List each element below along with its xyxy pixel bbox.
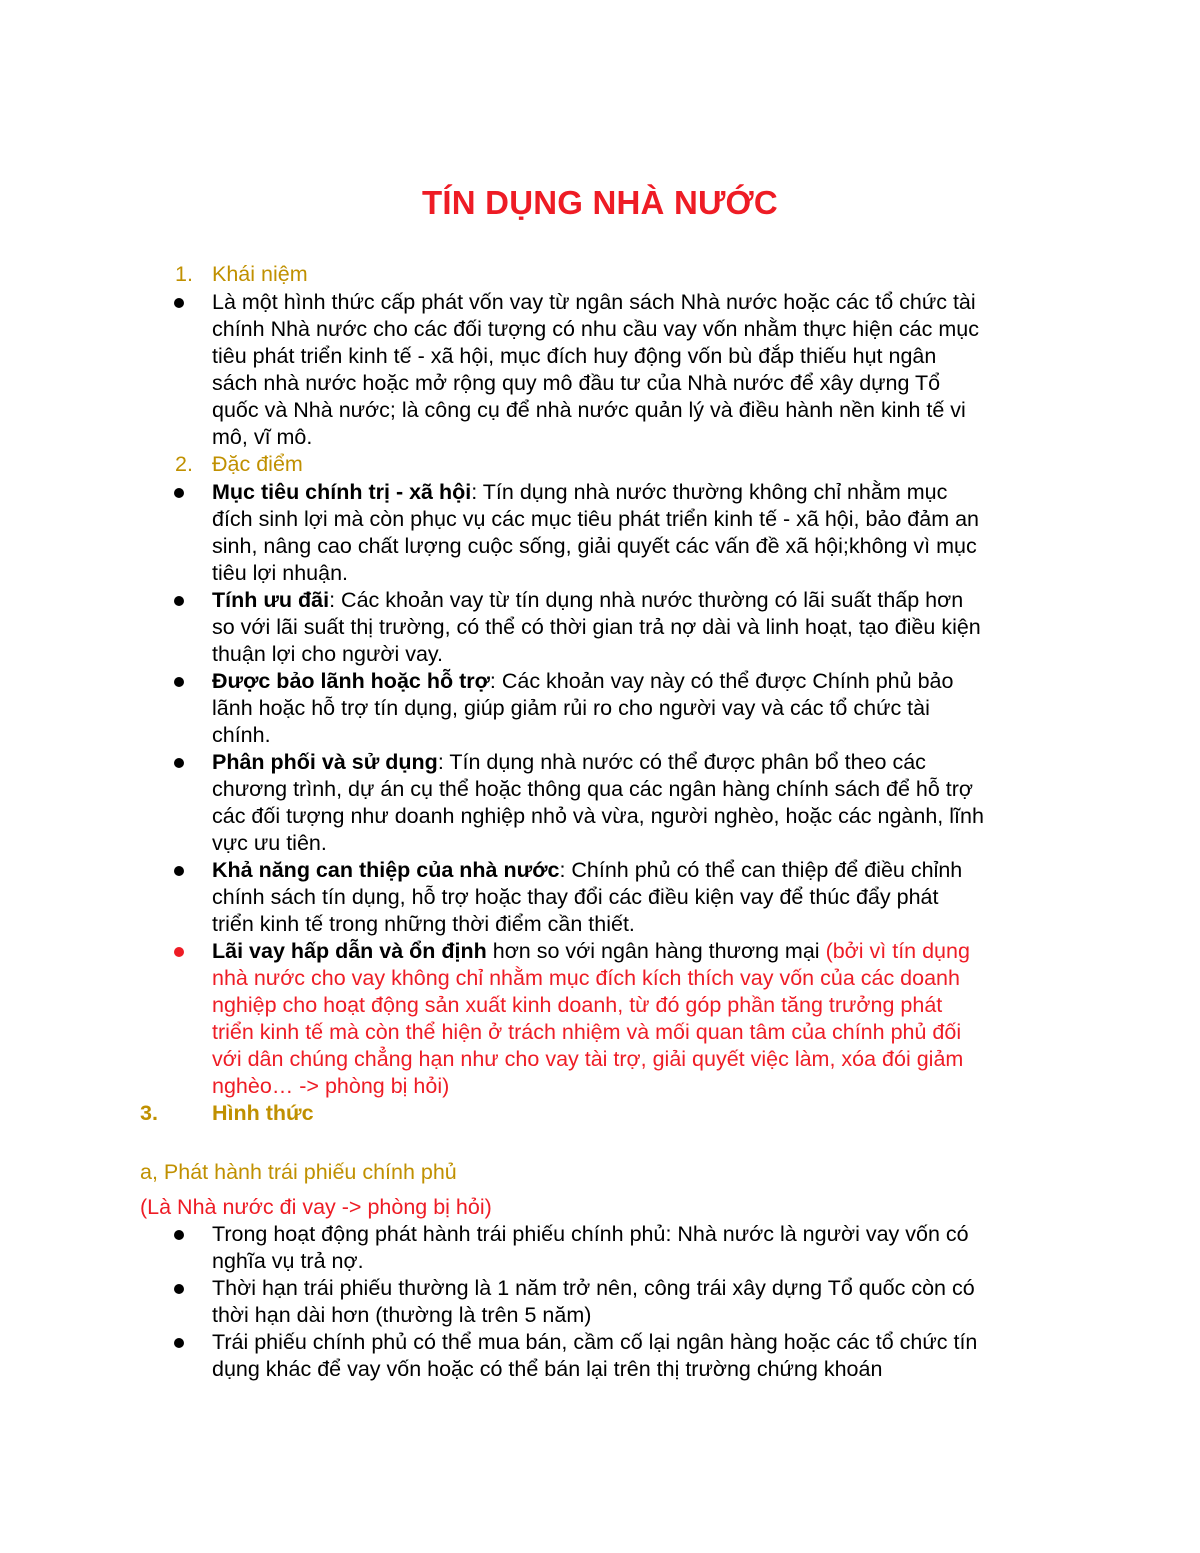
s3-subheading-a: a, Phát hành trái phiếu chính phủ xyxy=(140,1160,457,1184)
section-3-number: 3. xyxy=(140,1101,158,1125)
s2-item-0-line-3: tiêu lợi nhuận. xyxy=(212,561,349,585)
section-3-heading: Hình thức xyxy=(212,1101,314,1125)
s3-item-2-line-0: Trái phiếu chính phủ có thể mua bán, cầm cố lại ngân hàng hoặc các tổ chức tín xyxy=(212,1330,978,1354)
section-1-heading: Khái niệm xyxy=(212,262,308,286)
s2-item-3-line-1: chương trình, dự án cụ thể hoặc thông qua các ngân hàng chính sách để hỗ trợ xyxy=(212,777,974,801)
s3-note: (Là Nhà nước đi vay -> phòng bị hỏi) xyxy=(140,1195,492,1219)
s3-item-0-line-0: Trong hoạt động phát hành trái phiếu chính phủ: Nhà nước là người vay vốn có xyxy=(212,1222,969,1246)
s3-item-1-line-1: thời hạn dài hơn (thường là trên 5 năm) xyxy=(212,1303,592,1327)
bullet-icon xyxy=(174,1284,184,1294)
s2-item-4-line-2: triển kinh tế trong những thời điểm cần thiết. xyxy=(212,912,635,936)
bullet-icon xyxy=(174,298,184,308)
s2-item-3-line-3: vực ưu tiên. xyxy=(212,831,327,855)
bullet-icon xyxy=(174,596,184,606)
s2-item-4-line-1: chính sách tín dụng, hỗ trợ hoặc thay đổi các điều kiện vay để thúc đẩy phát xyxy=(212,885,939,909)
s1-line-2: tiêu phát triển kinh tế - xã hội, mục đích huy động vốn bù đắp thiếu hụt ngân xyxy=(212,344,937,368)
s3-item-2-line-1: dụng khác để vay vốn hoặc có thể bán lại trên thị trường chứng khoán xyxy=(212,1357,883,1381)
s2-item-4-term: Khả năng can thiệp của nhà nước xyxy=(212,858,560,882)
s1-line-4: quốc và Nhà nước; là công cụ để nhà nước quản lý và điều hành nền kinh tế vi xyxy=(212,398,966,422)
s2-item-2-line-1: lãnh hoặc hỗ trợ tín dụng, giúp giảm rủi ro cho người vay và các tổ chức tài xyxy=(212,696,930,720)
page-title: TÍN DỤNG NHÀ NƯỚC xyxy=(422,184,778,221)
s2-item-2-line-2: chính. xyxy=(212,723,271,747)
s2-item-0-line-1: đích sinh lợi mà còn phục vụ các mục tiêu phát triển kinh tế - xã hội, bảo đảm an xyxy=(212,507,980,531)
section-1-number: 1. xyxy=(175,262,193,286)
s2-item-1-line-2: thuận lợi cho người vay. xyxy=(212,642,444,666)
section-2-heading: Đặc điểm xyxy=(212,452,303,476)
s2-item-1-term: Tính ưu đãi xyxy=(212,588,330,612)
s2-item-1-first: Tính ưu đãi: Các khoản vay từ tín dụng nhà nước thường có lãi suất thấp hơn xyxy=(212,588,964,612)
s2-special-line-1: nhà nước cho vay không chỉ nhằm mục đích kích thích vay vốn của các doanh xyxy=(212,966,960,990)
bullet-icon xyxy=(174,947,184,957)
s2-item-0-term: Mục tiêu chính trị - xã hội xyxy=(212,480,472,504)
s2-item-0-line-2: sinh, nâng cao chất lượng cuộc sống, giải quyết các vấn đề xã hội;không vì mục xyxy=(212,534,977,558)
s2-special-line-4: với dân chúng chẳng hạn như cho vay tài trợ, giải quyết việc làm, xóa đói giảm xyxy=(212,1047,964,1071)
s2-item-2-first: Được bảo lãnh hoặc hỗ trợ: Các khoản vay này có thể được Chính phủ bảo xyxy=(212,669,954,693)
s1-line-3: sách nhà nước hoặc mở rộng quy mô đầu tư của Nhà nước để xây dựng Tổ xyxy=(212,371,941,395)
s2-special-line-2: nghiệp cho hoạt động sản xuất kinh doanh, từ đó góp phần tăng trưởng phát xyxy=(212,993,943,1017)
bullet-icon xyxy=(174,1230,184,1240)
s2-item-4-first: Khả năng can thiệp của nhà nước: Chính phủ có thể can thiệp để điều chỉnh xyxy=(212,858,963,882)
bullet-icon xyxy=(174,488,184,498)
s2-item-3-term: Phân phối và sử dụng xyxy=(212,750,438,774)
section-2-number: 2. xyxy=(175,452,193,476)
s3-item-0-line-1: nghĩa vụ trả nợ. xyxy=(212,1249,364,1273)
s1-line-0: Là một hình thức cấp phát vốn vay từ ngân sách Nhà nước hoặc các tổ chức tài xyxy=(212,290,976,314)
s2-special-first: Lãi vay hấp dẫn và ổn định hơn so với ngân hàng thương mại (bởi vì tín dụng xyxy=(212,939,970,963)
s2-item-2-term: Được bảo lãnh hoặc hỗ trợ xyxy=(212,669,490,693)
s2-item-0-first: Mục tiêu chính trị - xã hội: Tín dụng nhà nước thường không chỉ nhằm mục xyxy=(212,480,948,504)
s2-special-term: Lãi vay hấp dẫn và ổn định xyxy=(212,939,487,963)
s2-item-1-line-1: so với lãi suất thị trường, có thể có thời gian trả nợ dài và linh hoạt, tạo điều kiện xyxy=(212,615,981,639)
s3-item-1-line-0: Thời hạn trái phiếu thường là 1 năm trở nên, công trái xây dựng Tổ quốc còn có xyxy=(212,1276,975,1300)
bullet-icon xyxy=(174,866,184,876)
s2-item-3-line-2: các đối tượng như doanh nghiệp nhỏ và vừa, người nghèo, hoặc các ngành, lĩnh xyxy=(212,804,984,828)
bullet-icon xyxy=(174,758,184,768)
s1-line-5: mô, vĩ mô. xyxy=(212,425,313,449)
bullet-icon xyxy=(174,677,184,687)
s2-special-line-5: nghèo… -> phòng bị hỏi) xyxy=(212,1074,450,1098)
s1-line-1: chính Nhà nước cho các đối tượng có nhu cầu vay vốn nhằm thực hiện các mục xyxy=(212,317,979,341)
s2-item-3-first: Phân phối và sử dụng: Tín dụng nhà nước có thể được phân bổ theo các xyxy=(212,750,926,774)
s2-special-line-3: triển kinh tế mà còn thể hiện ở trách nhiệm và mối quan tâm của chính phủ đối xyxy=(212,1020,962,1044)
bullet-icon xyxy=(174,1338,184,1348)
